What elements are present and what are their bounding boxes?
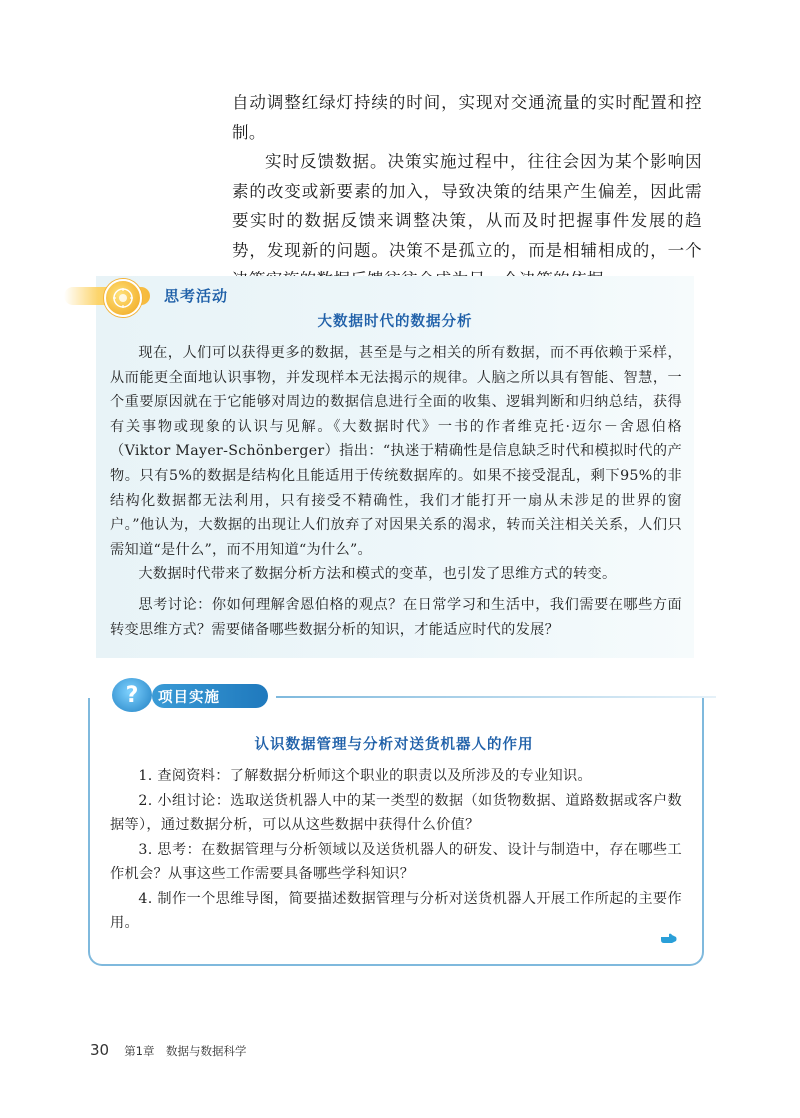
- intro-paragraph-1: 自动调整红绿灯持续的时间，实现对交通流量的实时配置和控制。: [232, 93, 702, 142]
- intro-text: [232, 88, 702, 295]
- project-header: [112, 678, 712, 712]
- hand-pointer-icon: [660, 930, 678, 944]
- project-title: 认识数据管理与分析对送货机器人的作用: [254, 737, 534, 753]
- project-item-2: 2. 小组讨论：选取送货机器人中的某一类型的数据（如货物数据、道路数据或客户数据等），通过数据分析，可以从这些数据中获得什么价值？: [110, 792, 682, 833]
- project-header-line: [276, 696, 716, 698]
- thinking-paragraph-2: 大数据时代带来了数据分析方法和模式的变革，也引发了思维方式的转变。: [138, 566, 617, 583]
- thinking-activity-label: 思考活动: [164, 287, 229, 305]
- thinking-discussion: 思考讨论：你如何理解舍恩伯格的观点？在日常学习和生活中，我们需要在哪些方面转变思维方式？需要储备哪些数据分析的知识，才能适应时代的发展？: [110, 596, 682, 638]
- thinking-activity-header: [64, 279, 324, 313]
- project-item-1: 1. 查阅资料：了解数据分析师这个职业的职责以及所涉及的专业知识。: [138, 768, 592, 784]
- project-body: [110, 764, 682, 936]
- thinking-paragraph-1: 现在，人们可以获得更多的数据，甚至是与之相关的所有数据，而不再依赖于采样，从而能更全面地认识事物，并发现样本无法揭示的规律。人脑之所以具有智能、智慧，一个重要原因就在于它能够对周边的数据信息进行全面的收集、逻辑判断和归纳总结，获得有关事物或现象的认识与见解。《大数据时代》一书的作者维克托·迈尔－舍恩伯格（Viktor Mayer-Schönberger）指出：“执迷于精确性是信息缺乏时代和模拟时代的产物。只有5%的数据是结构化且能适用于传统数据库的。如果不接受混乱，剩下95%的非结构化数据都无法利用，只有接受不精确性，我们才能打开一扇从未涉足的世界的窗户。”他认为，大数据的出现让人们放弃了对因果关系的渴求，转而关注相关关系，人们只需知道“是什么”，而不用知道“为什么”。: [110, 345, 682, 558]
- project-label: 项目实施: [158, 690, 220, 706]
- chapter-title: 第1章 数据与数据科学: [124, 1044, 247, 1058]
- project-item-3: 3. 思考：在数据管理与分析领域以及送货机器人的研发、设计与制造中，存在哪些工作机会？从事这些工作需要具备哪些学科知识？: [110, 841, 682, 882]
- project-item-4: 4. 制作一个思维导图，简要描述数据管理与分析对送货机器人开展工作所起的主要作用。: [110, 890, 682, 931]
- question-mark-icon: ?: [112, 678, 152, 712]
- thinking-activity-body: [110, 341, 682, 642]
- page-number: 30: [90, 1041, 110, 1059]
- thinking-activity-title: 大数据时代的数据分析: [317, 314, 473, 330]
- intro-paragraph-2: 实时反馈数据。决策实施过程中，往往会因为某个影响因素的改变或新要素的加入，导致决策的结果产生偏差，因此需要实时的数据反馈来调整决策，从而及时把握事件发展的趋势，发现新的问题。决策不是孤立的，而是相辅相成的，一个: [232, 152, 702, 260]
- page-footer: [90, 1040, 247, 1059]
